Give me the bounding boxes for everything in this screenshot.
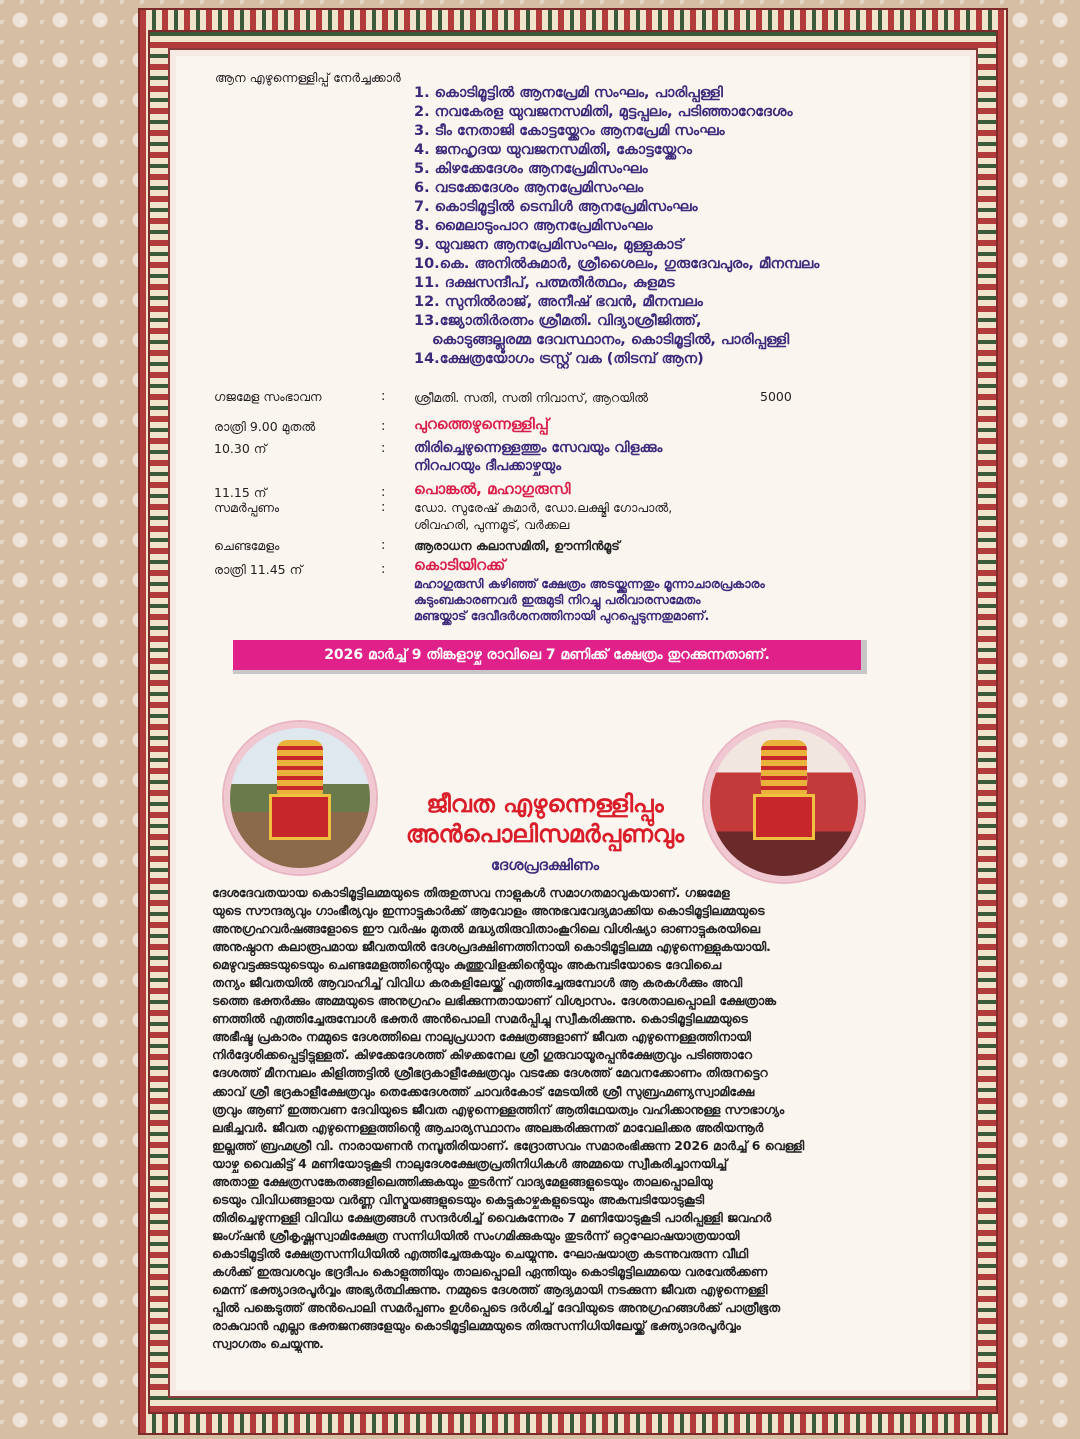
jeevatha-crown-icon (277, 740, 323, 796)
paragraph-line: അനുഷ്ഠാന കലാരൂപമായ ജീവതയിൽ ദേശപ്രദക്ഷിണത്തിനായി കൊടിമൂട്ടിലമ്മ എഴുന്നെള്ളുകയായി. (212, 939, 771, 955)
separator: : (381, 562, 386, 577)
time-1030-label: 10.30 ന് (214, 441, 267, 456)
jeevatha-crown-icon (761, 740, 807, 796)
paragraph-line: പ്പിൽ പങ്കെടുത്ത് അൻപൊലി സമർപ്പണം ഉൾപ്പെടെ ദർശിച്ച് ദേവിയുടെ അനുഗ്രഹങ്ങൾക്ക് പാത്രീഭൂത (212, 1300, 781, 1316)
gajamela-label: ഗജമേള സംഭാവന (214, 389, 322, 404)
separator: : (381, 441, 386, 456)
paragraph-line: ടത്തെ ഭക്തർക്കും അമ്മയുടെ അനുഗ്രഹം ലഭിക്കുന്നതായാണ് വിശ്വാസം. ദേശതാലപ്പൊലി ക്ഷേത്രാങ്ക (212, 993, 777, 1009)
paragraph-line: ക്കാവ് ശ്രീ ഭദ്രകാളീക്ഷേത്രവും തെക്കേദേശത്ത് ചാവർകോട് മേടയിൽ ശ്രീ സുബ്രഹ്മണ്യസ്വാമിക്ഷേ (212, 1083, 755, 1099)
chendamelam-value: ആരാധന കലാസമിതി, ഊന്നിൻമൂട് (414, 538, 620, 553)
section-title-line-2: അൻപൊലിസമർപ്പണവും (405, 820, 685, 848)
list-item: 12. സുനിൽരാജ്, അനീഷ് ഭവൻ, മീനമ്പലം (414, 294, 703, 310)
paragraph-line: അഭീഷ്ട പ്രകാരം നമ്മുടെ ദേശത്തിലെ നാലുപ്രധാന ക്ഷേത്രങ്ങളാണ് ജീവത എഴുന്നെള്ളത്തിനായി (212, 1029, 751, 1045)
paragraph-line: മെഴുവട്ടക്കുടയുടെയും ചെണ്ടമേളത്തിന്റെയും കുത്തുവിളക്കിന്റെയും അകമ്പടിയോടെ ദേവിചൈ (212, 957, 722, 973)
separator: : (381, 538, 386, 553)
time-1145-label: രാത്രി 11.45 ന് (214, 562, 303, 577)
time-1030-value-1: തിരിച്ചെഴുന്നെള്ളത്തും സേവയും വിളക്കും (414, 440, 663, 456)
jeevatha-photo-right (704, 722, 864, 882)
paragraph-line: സ്വാഗതം ചെയ്യുന്നു. (212, 1336, 324, 1352)
section-subtitle: ദേശപ്രദക്ഷിണം (490, 856, 600, 874)
description-paragraph (212, 884, 886, 1353)
list-item: 1. കൊടിമൂട്ടിൽ ആനപ്രേമി സംഘം, പാരിപ്പള്ളി (414, 85, 723, 101)
paragraph-line: അതാതു ക്ഷേത്രസങ്കേതങ്ങളിലെത്തിക്കുകയും തുടർന്ന് വാദ്യമേളങ്ങളുടെയും താലപ്പൊലിയു (212, 1173, 713, 1189)
paragraph-line: രാകുവാൻ എല്ലാ ഭക്തജനങ്ങളേയും കൊടിമൂട്ടിലമ്മയുടെ തിരുസന്നിധിയിലേയ്ക്ക് ഭക്ത്യാദരപൂർവ്വം (212, 1318, 741, 1334)
closing-desc-2: കുടുംബകാരണവർ ഇരുമുടി നിറച്ചു പരിവാരസമേതം (414, 592, 701, 607)
time-1030-value-2: നിറപറയും ദീപക്കാഴ്ചയും (414, 458, 562, 474)
paragraph-line: കൾക്ക് ഇരുവശവും ഭദ്രദീപം കൊളുത്തിയും താലപ്പൊലി ഏന്തിയും കൊടിമൂട്ടിലമ്മയെ വരവേൽക്കണ (212, 1263, 767, 1279)
closing-desc-1: മഹാഗുരുസി കഴിഞ്ഞ് ക്ഷേത്രം അടയ്ക്കുന്നതും മൂന്നാചാരപ്രകാരം (414, 576, 765, 591)
list-item: 5. കിഴക്കേദേശം ആനപ്രേമിസംഘം (414, 161, 648, 177)
paragraph-line: ടെയും വിവിധങ്ങളായ വർണ്ണ വിസ്മയങ്ങളുടെയും കെട്ടുകാഴ്ചകളുടെയും അകമ്പടിയോടുകൂടി (212, 1191, 705, 1207)
separator: : (381, 419, 386, 434)
paragraph-line: തിരിച്ചെഴുന്നള്ളി വിവിധ ക്ഷേത്രങ്ങൾ സന്ദർശിച്ച് വൈകുന്നേരം 7 മണിയോടുകൂടി പാരിപ്പള്ളി ജവഹർ (212, 1209, 772, 1225)
time-1115-label: 11.15 ന് (214, 485, 267, 500)
separator: : (381, 485, 386, 500)
list-item: 3. ടീം നേതാജി കോട്ടയ്ക്കേറം ആനപ്രേമി സംഘം (414, 123, 725, 139)
list-item: 7. കൊടിമൂട്ടിൽ ടെമ്പിൾ ആനപ്രേമിസംഘം (414, 199, 698, 215)
paragraph-line: ജംഗ്ഷൻ ശ്രീകൃഷ്ണസ്വാമിക്ഷേത്ര സന്നിധിയിൽ സംഗമിക്കുകയും തുടർന്ന് ഒറ്റഘോഷയാത്രയായി (212, 1227, 740, 1243)
samarpanam-label: സമർപ്പണം (214, 500, 280, 515)
separator: : (381, 500, 386, 515)
list-item: 4. ജനഹൃദയ യുവജനസമിതി, കോട്ടയ്ക്കേറം (414, 142, 692, 158)
paragraph-line: യുടെ സൗന്ദര്യവും ഗാംഭീര്യവും ഇന്നാട്ടുകാർക്ക് ആവോളം അനുഭവവേദ്യമാക്കിയ കൊടിമൂട്ടിലമ്മയുടെ (212, 903, 765, 919)
participants-list (414, 84, 884, 369)
gajamela-value: ശ്രീമതി. സതി, സതി നിവാസ്, ആറയിൽ (414, 390, 649, 405)
paragraph-line: യാഴ്ച വൈകിട്ട് 4 മണിയോടുകൂടി നാലുദേശക്ഷേത്രപ്രതിനിധികൾ അമ്മയെ സ്വീകരിച്ചാനയിച്ച് (212, 1155, 728, 1171)
time-1145-value: കൊടിയിറക്ക് (414, 556, 506, 574)
paragraph-line: ണത്തിൽ എത്തിച്ചേരുമ്പോൾ ഭക്തർ അൻപൊലി സമർപ്പിച്ചു സ്വീകരിക്കുന്നു. കൊടിമൂട്ടിലമ്മയുടെ (212, 1011, 748, 1027)
paragraph-line: ദേശദേവതയായ കൊടിമൂട്ടിലമ്മയുടെ തിരുഉത്സവ നാളുകൾ സമാഗതമാവുകയാണ്. ഗജമേള (212, 885, 730, 900)
jeevatha-photo-left (224, 722, 376, 874)
list-item: 14.ക്ഷേത്രയോഗം ട്രസ്റ്റ് വക (തിടമ്പ് ആന) (414, 351, 704, 367)
time-9pm-value: പുറത്തെഴുന്നെള്ളിപ്പ് (414, 415, 549, 433)
list-item: 9. യുവജന ആനപ്രേമിസംഘം, മുള്ളുകാട് (414, 237, 684, 253)
closing-desc-3: മണ്ടയ്ക്കാട് ദേവീദർശനത്തിനായി പുറപ്പെടുന്നതുമാണ്. (414, 608, 710, 623)
list-item-continued: കൊടുങ്ങല്ലൂരമ്മ ദേവസ്ഥാനം, കൊടിമൂട്ടിൽ, പാരിപ്പള്ളി (432, 332, 790, 348)
gajamela-amount: 5000 (760, 389, 792, 404)
jeevatha-body-icon (269, 794, 331, 840)
list-item: 8. മൈലാടുംപാറ ആനപ്രേമിസംഘം (414, 218, 653, 234)
paragraph-line: ലഭിച്ചവർ. ജീവത എഴുന്നെള്ളത്തിന്റെ ആചാര്യസ്ഥാനം അലങ്കരിക്കുന്നത് മാവേലിക്കര അരിയന്നൂർ (212, 1119, 764, 1135)
list-item: 10.കെ. അനിൽകുമാർ, ശ്രീശൈലം, ഗുരുദേവപുരം, മീനമ്പലം (414, 256, 820, 272)
paragraph-line: തന്യം ജീവതയിൽ ആവാഹിച്ച് വിവിധ കരകളിലേയ്ക്ക് എത്തിച്ചേരുമ്പോൾ ആ കരകൾക്കും അവി (212, 975, 743, 991)
time-1115-value: പൊങ്കൽ, മഹാഗുരുസി (414, 480, 571, 498)
jeevatha-body-icon (753, 794, 815, 840)
paragraph-line: മെന്ന് ഭക്ത്യാദരപൂർവ്വം അഭ്യർത്ഥിക്കുന്നു. നമ്മുടെ ദേശത്ത് ആദ്യമായി നടക്കുന്ന ജീവത എഴുന്നെള്ളി (212, 1282, 768, 1298)
chendamelam-label: ചെണ്ടമേളം (214, 538, 280, 553)
separator: : (381, 389, 386, 404)
list-item: 11. ദക്ഷസന്ദീപ്, പത്മതീർത്ഥം, കുളമട (414, 275, 675, 291)
paragraph-line: കൊടിമൂട്ടിൽ ക്ഷേത്രസന്നിധിയിൽ എത്തിച്ചേരുകയും ചെയ്യുന്നു. ഘോഷയാത്ര കടന്നുവരുന്ന വീഥി (212, 1245, 749, 1261)
list-item: 2. നവകേരള യുവജനസമിതി, മുട്ടപ്പലം, പടിഞ്ഞാറേദേശം (414, 104, 793, 120)
paragraph-line: ത്രവും ആണ് ഇത്തവണ ദേവിയുടെ ജീവത എഴുന്നെള്ളത്തിന് ആതിഥേയത്വം വഹിക്കാനുള്ള സൗഭാഗ്യം (212, 1101, 785, 1117)
section-title-line-1: ജീവത എഴുന്നെള്ളിപ്പും (426, 790, 664, 818)
participants-heading: ആന എഴുന്നെള്ളിപ്പ് നേർച്ചക്കാർ (215, 70, 401, 85)
paragraph-line: ഇല്ലത്ത് ബ്രഹ്മശ്രീ വി. നാരായണൻ നമ്പൂതിരിയാണ്. ഭദ്രോത്സവം സമാരംഭിക്കുന്ന 2026 മാർച്ച് 6 വെള്ളി (212, 1137, 805, 1153)
list-item: 6. വടക്കേദേശം ആനപ്രേമിസംഘം (414, 180, 644, 196)
samarpanam-value-1: ഡോ. സുരേഷ് കുമാർ, ഡോ.ലക്ഷ്മി ഗോപാൽ, (414, 500, 673, 515)
time-9pm-label: രാത്രി 9.00 മുതൽ (214, 419, 316, 434)
paragraph-line: അനുഗ്രഹവർഷങ്ങളോടെ ഈ വർഷം മുതൽ മദ്ധ്യതിരുവിതാംകൂറിലെ വിശിഷ്യാ ഓണാട്ടുകരയിലെ (212, 921, 760, 937)
paragraph-line: നിർദ്ദേശിക്കപ്പെട്ടിട്ടുള്ളത്. കിഴക്കേദേശത്ത് കിഴക്കനേല ശ്രീ ഗുരുവായൂരപ്പൻക്ഷേത്രവും പടിഞ്ഞാറേ (212, 1047, 752, 1063)
samarpanam-value-2: ശിവഹരി, പുന്നമൂട്, വർക്കല (414, 517, 570, 532)
temple-opening-banner: 2026 മാർച്ച് 9 തിങ്കളാഴ്ച രാവിലെ 7 മണിക്ക് ക്ഷേത്രം തുറക്കുന്നതാണ്. (233, 640, 867, 674)
paragraph-line: ദേശത്ത് മീനമ്പലം കിളിത്തട്ടിൽ ശ്രീഭദ്രകാളീക്ഷേത്രവും വടക്കേ ദേശത്ത് മേവനക്കോണം തിരുനട്ടെറ (212, 1065, 768, 1081)
list-item: 13.ജ്യോതിർരത്നം ശ്രീമതി. വിദ്യാശ്രീജിത്ത്, (414, 313, 702, 329)
